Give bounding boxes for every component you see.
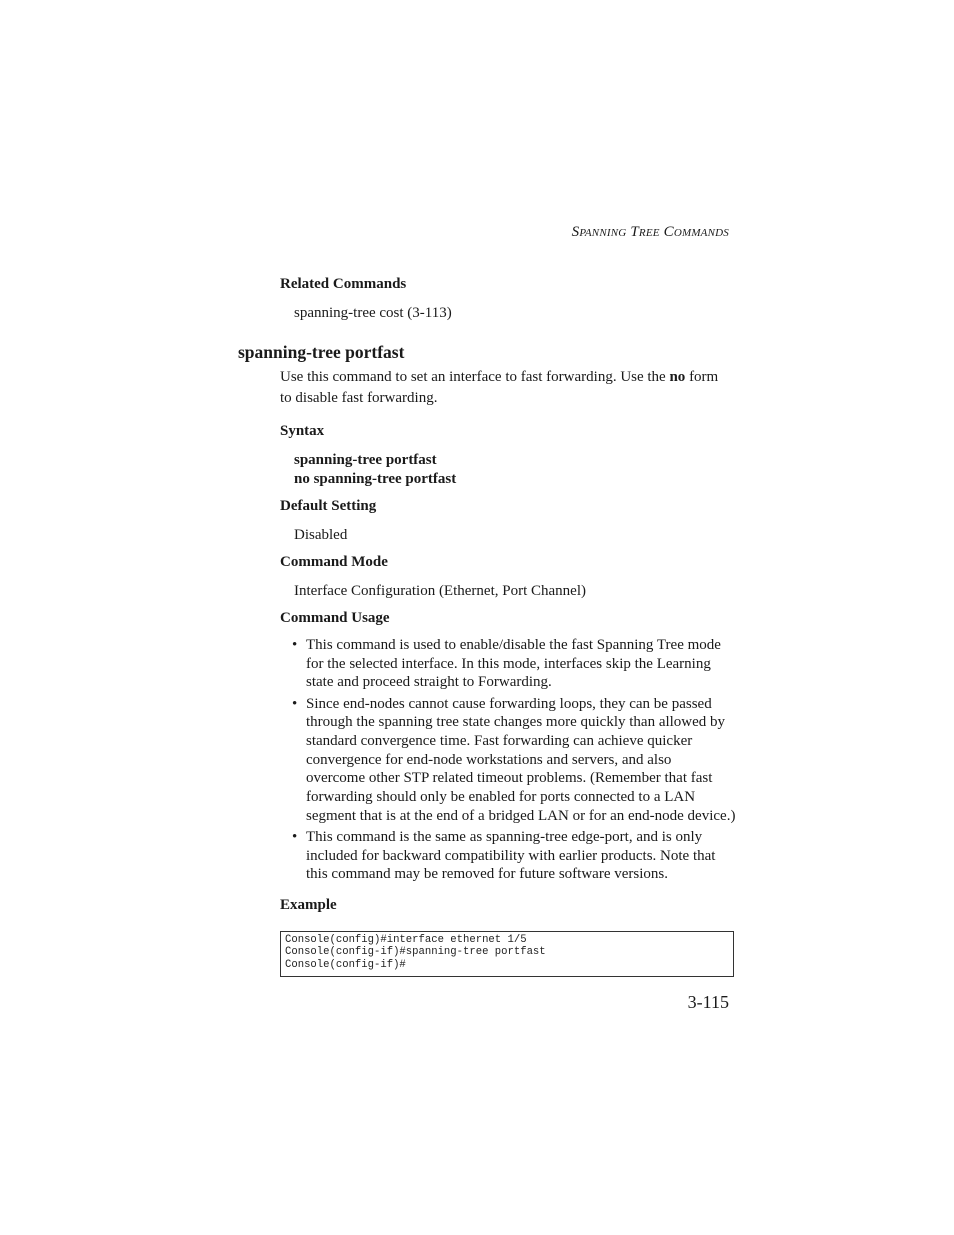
code-example-box bbox=[280, 931, 734, 977]
list-item bbox=[292, 636, 732, 692]
command-mode-heading: Command Mode bbox=[280, 554, 388, 570]
syntax-line-1: spanning-tree portfast bbox=[294, 452, 437, 468]
list-item-line: through the spanning tree state changes more quickly than allowed by bbox=[306, 714, 726, 731]
default-setting-value: Disabled bbox=[294, 527, 348, 543]
intro-bold-keyword: no bbox=[669, 369, 686, 385]
example-heading: Example bbox=[280, 897, 337, 913]
list-item-line: segment that is at the end of a bridged LAN or for an end-node device.) bbox=[306, 807, 736, 824]
command-usage-heading: Command Usage bbox=[280, 610, 390, 626]
list-item-line: overcome other STP related timeout problems. (Remember that fast bbox=[306, 770, 713, 787]
page-number: 3-115 bbox=[687, 992, 729, 1012]
syntax-heading: Syntax bbox=[280, 423, 325, 439]
bullet-glyph: • bbox=[292, 637, 298, 653]
command-mode-value: Interface Configuration (Ethernet, Port Channel) bbox=[294, 583, 586, 599]
code-line: Console(config-if)#spanning-tree portfast bbox=[285, 946, 546, 959]
code-line: Console(config)#interface ethernet 1/5 bbox=[285, 934, 527, 946]
default-setting-heading: Default Setting bbox=[280, 498, 377, 514]
bullet-glyph: • bbox=[292, 695, 298, 712]
command-usage-list bbox=[292, 636, 736, 886]
syntax-line-2: no spanning-tree portfast bbox=[294, 471, 457, 487]
list-item bbox=[292, 828, 732, 884]
list-item-line: included for backward compatibility with earlier products. Note that bbox=[306, 847, 716, 864]
list-item-line: convergence for end-node workstations and servers, and also bbox=[306, 751, 672, 768]
list-item-line: this command may be removed for future software versions. bbox=[306, 866, 668, 883]
list-item bbox=[292, 695, 736, 826]
list-item-line: standard convergence time. Fast forwarding can achieve quicker bbox=[306, 732, 693, 749]
intro-text-pre: Use this command to set an interface to fast forwarding. Use the bbox=[280, 369, 670, 385]
running-head: Spanning Tree Commands bbox=[571, 224, 729, 240]
intro-text-post: form bbox=[685, 369, 719, 385]
section-title: spanning-tree portfast bbox=[238, 342, 405, 362]
intro-paragraph bbox=[280, 367, 730, 409]
list-item-line: Since end-nodes cannot cause forwarding loops, they can be passed bbox=[306, 695, 712, 712]
related-command-item: spanning-tree cost (3-113) bbox=[294, 305, 452, 321]
related-commands-heading: Related Commands bbox=[280, 276, 407, 292]
list-item-line: for the selected interface. In this mode, interfaces skip the Learning bbox=[306, 655, 711, 672]
intro-text-line2: to disable fast forwarding. bbox=[280, 390, 438, 406]
list-item-line: state and proceed straight to Forwarding. bbox=[306, 674, 552, 691]
code-line: Console(config-if)# bbox=[285, 958, 406, 971]
list-item-line: This command is used to enable/disable the fast Spanning Tree mode bbox=[306, 637, 721, 653]
bullet-glyph: • bbox=[292, 828, 298, 845]
list-item-line: This command is the same as spanning-tree edge-port, and is only bbox=[306, 828, 703, 845]
syntax-block bbox=[294, 451, 456, 489]
list-item-line: forwarding should only be enabled for ports connected to a LAN bbox=[306, 789, 696, 806]
